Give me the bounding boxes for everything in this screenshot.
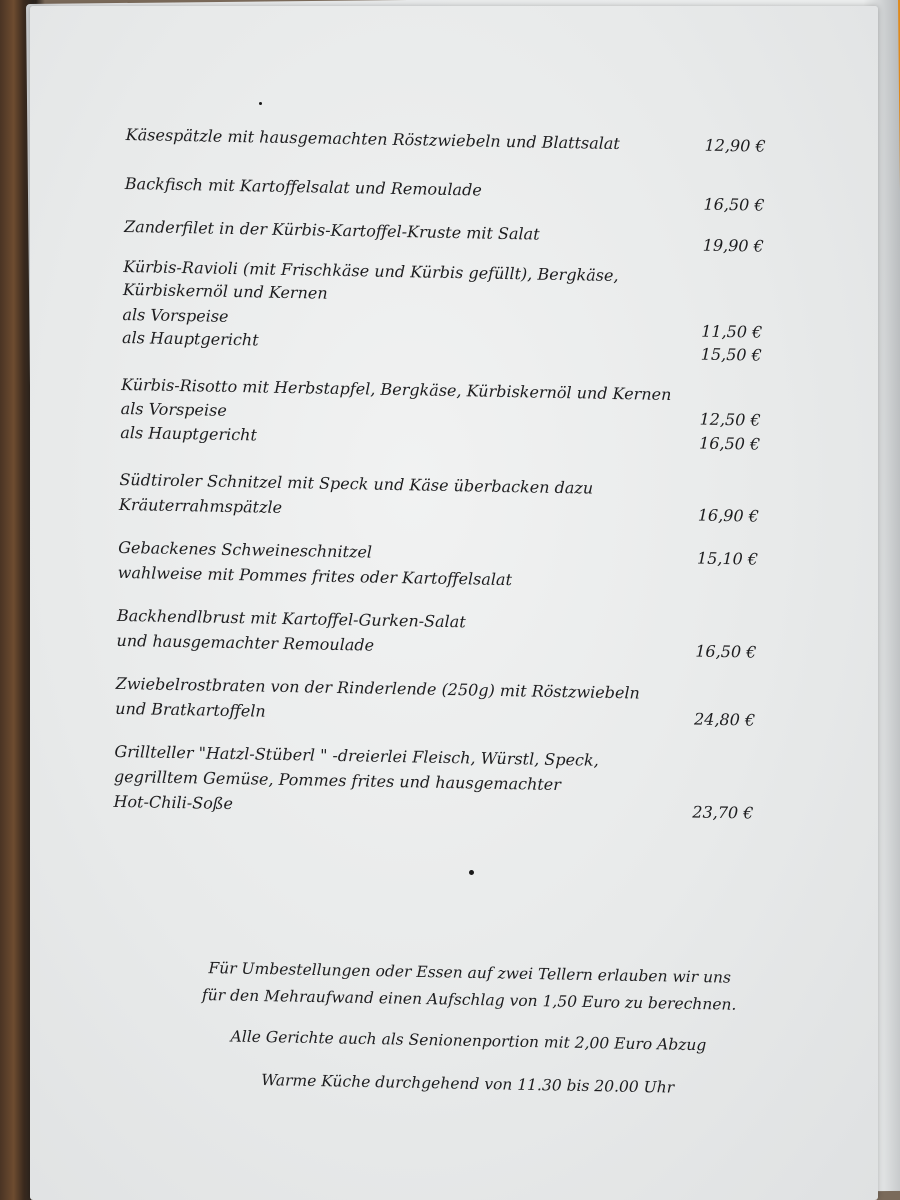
option-price: 15,50 €: [700, 344, 763, 365]
option-price: 12,50 €: [699, 409, 761, 430]
menu-item-name-cont: wahlweise mit Pommes frites oder Kartoffelsalat: [117, 562, 513, 590]
option-label: als Vorspeise: [122, 304, 229, 326]
option-label: als Vorspeise: [120, 398, 227, 420]
menu-item: [119, 467, 760, 529]
menu-item-row: [123, 214, 765, 256]
menu-item: [123, 214, 765, 256]
footer-kitchen-hours: Warme Küche durchgehend von 11.30 bis 20.00 Uhr: [261, 1071, 675, 1097]
menu-item: [124, 171, 765, 215]
menu-item-name-cont: Kräuterrahmspätzle: [118, 494, 283, 517]
option-price: 11,50 €: [701, 321, 763, 342]
footer-senior-note: Alle Gerichte auch als Senionenportion mit 2,00 Euro Abzug: [230, 1027, 707, 1055]
page-dot-middle: [469, 870, 474, 875]
menu-item: [113, 739, 754, 826]
menu-item-name: Kürbis-Risotto mit Herbstapfel, Bergkäse, Kürbiskernöl und Kernen: [121, 374, 672, 405]
menu-item-name: Zanderfilet in der Kürbis-Kartoffel-Kruste mit Salat: [123, 216, 540, 244]
menu-item-price: 16,50 €: [695, 641, 757, 662]
menu-item: [121, 255, 764, 365]
menu-item-price: 23,70 €: [692, 802, 754, 823]
menu-item-name-cont: Hot-Chili-Soße: [113, 791, 234, 814]
option-price: 16,50 €: [698, 433, 761, 454]
menu-item-name-cont: gegrilltem Gemüse, Pommes frites und hausgemachter: [113, 766, 562, 795]
menu-item-name: Gebackenes Schweineschnitzel: [118, 537, 373, 562]
menu-item-name-cont: Kürbiskernöl und Kernen: [122, 279, 328, 303]
menu-item-name: Kürbis-Ravioli (mit Frischkäse und Kürbis gefüllt), Bergkäse,: [123, 256, 619, 286]
menu-item-name: Backfisch mit Kartoffelsalat und Remoulade: [124, 173, 482, 200]
menu-item-name-cont: und hausgemachter Remoulade: [116, 630, 375, 655]
page-dot-top: [259, 102, 262, 105]
menu-item: [120, 373, 761, 457]
option-label: als Hauptgericht: [121, 327, 259, 350]
menu-item-price: 19,90 €: [702, 235, 765, 256]
menu-item: [116, 603, 757, 665]
menu-item: [115, 671, 756, 733]
footer-note-line1: Für Umbestellungen oder Essen auf zwei Tellern erlauben wir uns: [208, 959, 732, 987]
menu-item-price: 15,10 €: [696, 548, 759, 569]
menu-item-price: 24,80 €: [693, 709, 756, 730]
footer-note-line2: für den Mehraufwand einen Aufschlag von 1,50 Euro zu berechnen.: [201, 985, 737, 1014]
menu-item-name: Zwiebelrostbraten von der Rinderlende (250g) mit Röstzwiebeln: [115, 673, 641, 703]
menu-item-name-cont: und Bratkartoffeln: [115, 698, 266, 721]
menu-item: [118, 535, 759, 597]
menu-item-price: 16,90 €: [697, 505, 760, 526]
menu-item-row: [124, 171, 765, 215]
menu-item-name: Käsespätzle mit hausgemachten Röstzwiebeln und Blattsalat: [125, 124, 621, 154]
menu-item-price: 12,90 €: [704, 135, 766, 156]
menu-item-name: Backhendlbrust mit Kartoffel-Gurken-Salat: [116, 605, 466, 632]
menu-item-name: Südtiroler Schnitzel mit Speck und Käse überbacken dazu: [119, 469, 594, 498]
menu-item-price: 16,50 €: [703, 194, 765, 215]
menu-list: [113, 122, 766, 846]
menu-item-name: Grillteller "Hatzl-Stüberl " -dreierlei Fleisch, Würstl, Speck,: [114, 741, 599, 770]
option-label: als Hauptgericht: [120, 422, 258, 445]
menu-footer: [147, 954, 790, 1112]
